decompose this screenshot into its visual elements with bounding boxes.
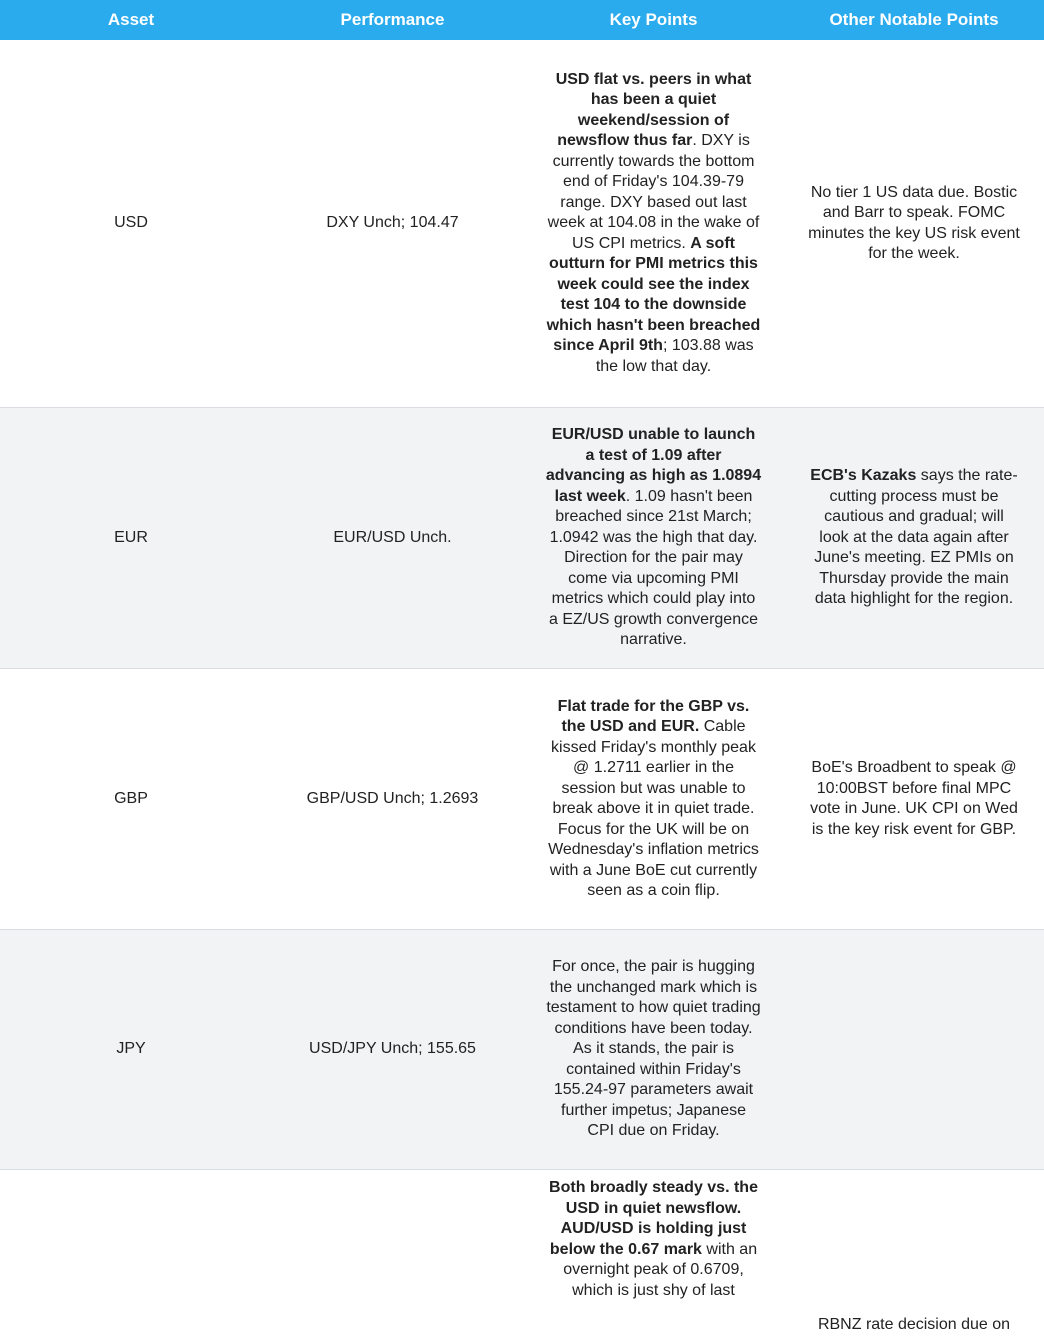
other-notes-cell <box>784 466 1044 610</box>
text-run: ; 103.88 was the low that day. <box>595 337 754 375</box>
table-row <box>0 1170 1044 1341</box>
table-header <box>0 0 1044 40</box>
key-points-text <box>546 70 762 378</box>
header-asset: Asset <box>107 10 155 29</box>
bold-text-run: A soft outturn for PMI metrics this week could see the index test 104 to the downside which hasn't been breached since April 9th <box>546 234 761 355</box>
key-points-cell <box>523 689 784 910</box>
performance-cell: DXY Unch; 104.47 <box>326 214 459 232</box>
key-points-cell <box>523 949 784 1150</box>
text-run: with an overnight peak of 0.6709, which is just shy of last <box>563 1240 758 1299</box>
key-points-cell <box>523 417 784 659</box>
header-performance: Performance <box>340 10 445 29</box>
table-row <box>0 669 1044 930</box>
other-notes-cell <box>784 183 1044 265</box>
performance-cell: USD/JPY Unch; 155.65 <box>309 1040 476 1058</box>
text-run: RBNZ rate decision due on <box>817 1316 1011 1333</box>
notes-text <box>808 183 1020 265</box>
notes-text <box>808 1315 1020 1336</box>
text-run: . 1.09 hasn't been breached since 21st March; 1.0942 was the high that day. Direction for the pair may come via upcoming PMI metrics which could play into a EZ/US growth convergence narrative. <box>549 487 758 649</box>
bold-text-run: USD flat vs. peers in what has been a quiet weekend/session of newsflow thus far <box>555 70 752 150</box>
key-points-text <box>546 697 762 902</box>
performance-cell: EUR/USD Unch. <box>333 528 452 546</box>
notes-text <box>808 466 1020 610</box>
text-run: . DXY is currently towards the bottom end of Friday's 104.39-79 range. DXY based out last week at 104.08 in the wake of US CPI metrics. <box>547 132 760 252</box>
text-run: Cable kissed Friday's monthly peak @ 1.2711 earlier in the session but was unable to break above it in quiet trade. Focus for the UK will be on Wednesday's inflation metrics with a June BoE cut currently seen as a coin flip. <box>548 718 759 899</box>
text-run: BoE's Broadbent to speak @ 10:00BST before final MPC vote in June. UK CPI on Wed is the key risk event for GBP. <box>810 759 1018 838</box>
text-run: No tier 1 US data due. Bostic and Barr to speak. FOMC minutes the key US risk event for the week. <box>808 183 1020 262</box>
text-run: says the rate-cutting process must be cautious and gradual; will look at the data again after June's meeting. EZ PMIs on Thursday provide the main data highlight for the region. <box>814 467 1018 608</box>
key-points-text <box>546 425 762 651</box>
other-notes-cell <box>784 758 1044 840</box>
header-key-points: Key Points <box>609 10 698 29</box>
bold-text-run: EUR/USD unable to launch a test of 1.09 after advancing as high as 1.0894 last week <box>545 426 762 505</box>
asset-cell: JPY <box>116 1040 146 1058</box>
key-points-text <box>546 1178 762 1301</box>
table-row <box>0 930 1044 1170</box>
header-other-notes: Other Notable Points <box>829 10 999 29</box>
text-run: For once, the pair is hugging the unchanged mark which is testament to how quiet trading conditions have been today. As it stands, the pair is contained within Friday's 155.24-97 parameters await further impetus; Japanese CPI due on Friday. <box>546 958 761 1140</box>
other-notes-cell <box>784 1170 1044 1336</box>
notes-text <box>808 758 1020 840</box>
performance-cell: GBP/USD Unch; 1.2693 <box>306 789 479 807</box>
key-points-text <box>546 957 762 1142</box>
bold-text-run: Flat trade for the GBP vs. the USD and EUR. <box>557 697 750 735</box>
asset-cell: GBP <box>114 789 148 807</box>
bold-text-run: ECB's Kazaks <box>810 467 917 485</box>
key-points-cell <box>523 62 784 386</box>
bold-text-run: Both broadly steady vs. the USD in quiet newsflow. AUD/USD is holding just below the 0.67 mark <box>549 1179 758 1258</box>
table-row <box>0 40 1044 408</box>
asset-cell: USD <box>114 214 148 232</box>
asset-cell: EUR <box>114 528 148 546</box>
key-points-cell <box>523 1170 784 1309</box>
table-row <box>0 408 1044 669</box>
